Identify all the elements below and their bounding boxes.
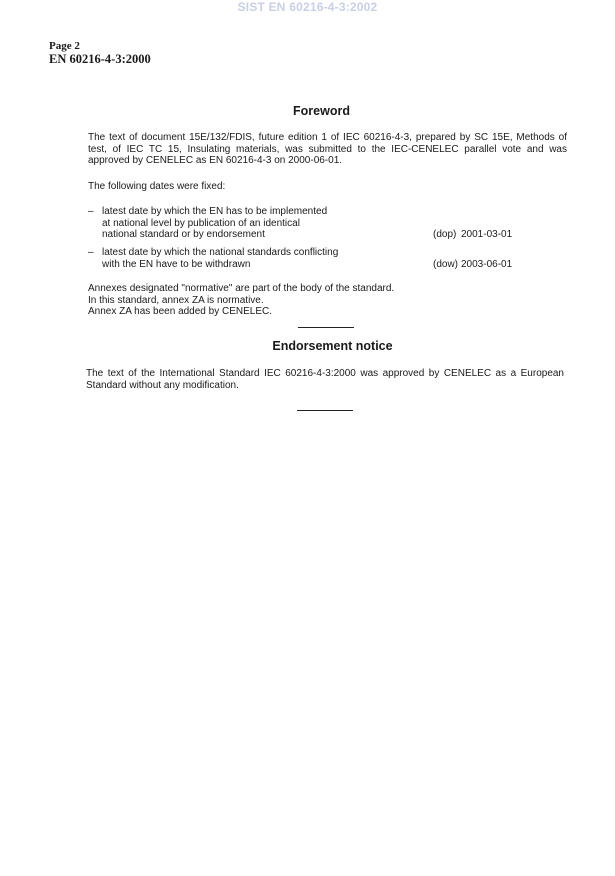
date-item-line: national standard or by endorsement — [102, 229, 265, 241]
endorsement-heading: Endorsement notice — [272, 339, 393, 353]
date-item-description — [102, 247, 402, 270]
date-item-line: at national level by publication of an identical — [102, 217, 300, 229]
annex-statement — [88, 283, 468, 318]
watermark: SIST EN 60216-4-3:2002 — [237, 0, 378, 14]
foreword-intro-paragraph: The text of document 15E/132/FDIS, future edition 1 of IEC 60216-4-3, prepared by SC 15E, Methods of test, of IEC TC 15, Insulating materials, was submitted to the IEC-CENELEC parallel vote and was approved by CENELEC as EN 60216-4-3 on 2000-06-01. — [88, 132, 567, 167]
date-item-description — [102, 206, 402, 241]
section-divider — [298, 327, 354, 328]
list-dash: – — [88, 206, 94, 217]
end-divider — [297, 410, 353, 411]
annex-line: Annexes designated "normative" are part of the body of the standard. — [88, 283, 395, 294]
dates-intro-text: The following dates were fixed: — [88, 181, 226, 192]
page-number: Page 2 — [49, 40, 80, 52]
date-item-dop — [88, 206, 518, 242]
date-code-dop: (dop) — [433, 229, 457, 240]
date-value-dop: 2001-03-01 — [461, 229, 513, 240]
annex-line: In this standard, annex ZA is normative. — [88, 294, 264, 306]
date-item-line: latest date by which the national standards conflicting — [102, 247, 339, 258]
endorsement-paragraph: The text of the International Standard IEC 60216-4-3:2000 was approved by CENELEC as a European Standard without any modification. — [86, 368, 564, 391]
date-item-line: with the EN have to be withdrawn — [102, 258, 251, 270]
foreword-heading: Foreword — [293, 104, 350, 118]
date-item-line: latest date by which the EN has to be implemented — [102, 206, 328, 217]
date-item-dow — [88, 247, 518, 271]
date-value-dow: 2003-06-01 — [461, 259, 513, 270]
list-dash: – — [88, 247, 94, 258]
standard-number: EN 60216-4-3:2000 — [49, 52, 151, 66]
date-code-dow: (dow) — [433, 259, 459, 270]
annex-line: Annex ZA has been added by CENELEC. — [88, 306, 273, 318]
